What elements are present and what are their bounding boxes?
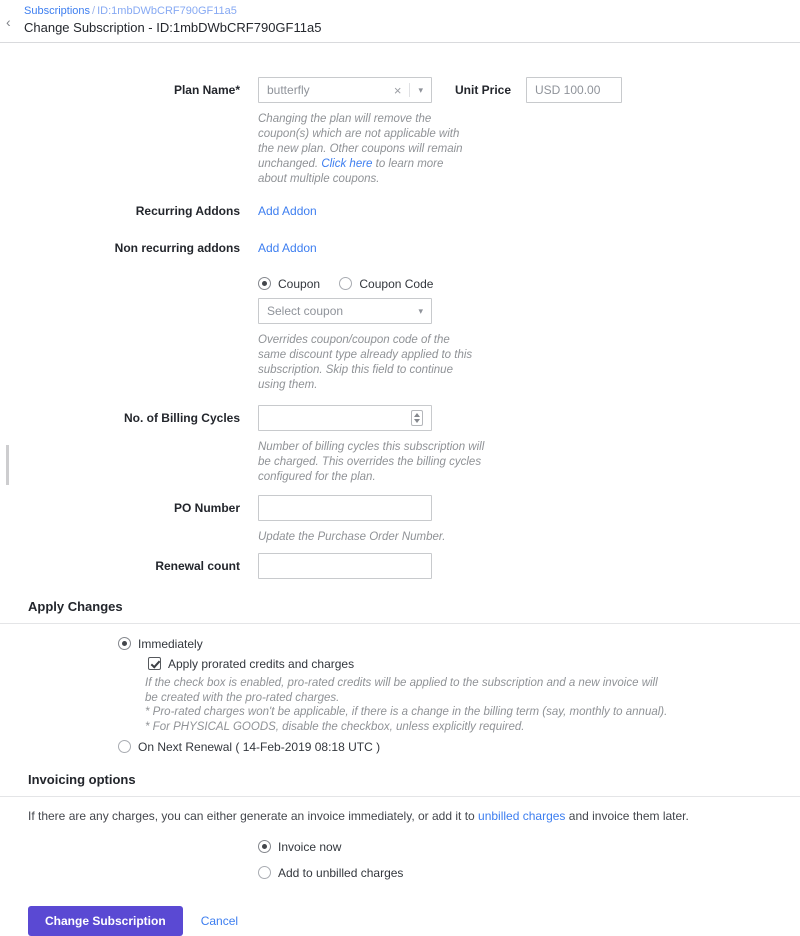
invoicing-desc-lead: If there are any charges, you can either generate an invoice immediately, or add it to [28, 809, 479, 823]
billing-cycles-help-text: Number of billing cycles this subscription will be charged. This overrides the billing cycles configured for the plan. [258, 441, 485, 483]
apply-help-paragraph: * For PHYSICAL GOODS, disable the checkbox, unless explicitly required. [145, 720, 525, 733]
immediately-label: Immediately [138, 637, 203, 651]
breadcrumb-separator: / [92, 5, 96, 17]
add-unbilled-radio[interactable] [258, 866, 271, 879]
non-recurring-addons-row [0, 241, 800, 255]
coupon-select[interactable] [258, 298, 432, 324]
invoicing-options [258, 840, 800, 880]
header-text [24, 4, 321, 35]
apply-help-paragraph: If the check box is enabled, pro-rated credits will be applied to the subscription and a new invoice will be created with the pro-rated charges. [145, 677, 658, 704]
on-next-renewal-label: On Next Renewal ( 14-Feb-2019 08:18 UTC ) [138, 740, 381, 754]
clear-icon[interactable] [394, 83, 410, 98]
header-divider [0, 42, 800, 43]
coupon-type-row [0, 277, 800, 291]
plan-help-text [258, 112, 474, 187]
invoicing-options-section [0, 772, 800, 880]
invoicing-options-heading: Invoicing options [28, 772, 136, 787]
add-unbilled-label: Add to unbilled charges [278, 866, 404, 880]
coupon-select-row [0, 298, 800, 324]
prorate-checkbox[interactable] [148, 657, 161, 670]
immediately-radio[interactable] [118, 637, 131, 650]
add-unbilled-option [258, 866, 800, 880]
recurring-addons-row [0, 204, 800, 218]
coupon-help-text: Overrides coupon/coupon code of the same discount type already applied to this subscription. Skip this field to continue using them. [258, 334, 473, 391]
on-next-renewal-radio[interactable] [118, 740, 131, 753]
left-scrollbar-nub[interactable] [6, 445, 9, 485]
coupon-radio-label: Coupon [278, 277, 321, 291]
unit-price-label: Unit Price [455, 83, 512, 97]
apply-changes-heading: Apply Changes [28, 599, 123, 614]
plan-row [0, 77, 800, 103]
apply-changes-help [145, 676, 670, 734]
invoicing-desc-tail: and invoice them later. [565, 809, 689, 823]
coupon-code-radio[interactable] [339, 277, 352, 290]
coupon-radio[interactable] [258, 277, 271, 290]
breadcrumb-subscription-id[interactable]: ID:1mbDWbCRF790GF11a5 [97, 5, 237, 17]
chevron-left-icon[interactable] [6, 4, 24, 30]
coupon-code-radio-label: Coupon Code [359, 277, 434, 291]
change-subscription-form [0, 77, 800, 579]
click-here-link[interactable]: Click here [321, 158, 373, 170]
add-recurring-addon-link[interactable]: Add Addon [258, 204, 317, 218]
non-recurring-addons-label: Non recurring addons [114, 241, 240, 255]
invoicing-description [28, 809, 800, 823]
billing-cycles-input[interactable] [258, 405, 432, 431]
invoice-now-label: Invoice now [278, 840, 342, 854]
apply-changes-options [118, 637, 800, 754]
immediately-option [118, 637, 800, 651]
prorate-option [148, 657, 800, 671]
cancel-link[interactable]: Cancel [200, 914, 239, 928]
po-number-help-text: Update the Purchase Order Number. [258, 531, 446, 543]
invoicing-options-divider [0, 796, 800, 797]
plan-select[interactable] [258, 77, 432, 103]
unit-price-input[interactable] [526, 77, 622, 103]
apply-changes-divider [0, 623, 800, 624]
plan-name-label: Plan Name* [173, 83, 240, 97]
billing-cycles-row [0, 405, 800, 431]
invoice-now-radio[interactable] [258, 840, 271, 853]
add-non-recurring-addon-link[interactable]: Add Addon [258, 241, 317, 255]
invoice-now-option [258, 840, 800, 854]
renewal-count-input[interactable] [258, 553, 432, 579]
unbilled-charges-link[interactable]: unbilled charges [478, 809, 566, 823]
chevron-down-icon[interactable] [410, 85, 423, 96]
apply-changes-section [0, 599, 800, 754]
po-number-row [0, 495, 800, 521]
apply-help-paragraph: * Pro-rated charges won't be applicable, if there is a change in the billing term (say, monthly to annual). [145, 706, 668, 718]
coupon-select-placeholder: Select coupon [267, 304, 344, 318]
renewal-count-row [0, 553, 800, 579]
breadcrumb [24, 4, 321, 17]
billing-cycles-label: No. of Billing Cycles [123, 411, 240, 425]
change-subscription-button[interactable]: Change Subscription [28, 906, 183, 936]
plan-select-value: butterfly [267, 83, 310, 97]
chevron-down-icon[interactable] [410, 306, 423, 317]
page-title: Change Subscription - ID:1mbDWbCRF790GF11a5 [24, 20, 322, 35]
form-footer [28, 906, 800, 936]
plan-help-lead: Changing the plan will remove the coupon(s) which are not applicable with the new plan. Other coupons will remain unchanged. [258, 113, 463, 170]
plan-help-tail: to learn more about multiple coupons. [258, 158, 444, 185]
recurring-addons-label: Recurring Addons [135, 204, 240, 218]
number-stepper-icon[interactable] [411, 410, 423, 426]
po-number-label: PO Number [173, 501, 240, 515]
plan-select-icons [394, 83, 423, 98]
coupon-type-options [258, 277, 433, 291]
on-next-renewal-option [118, 740, 800, 754]
renewal-count-label: Renewal count [155, 559, 240, 573]
prorate-label: Apply prorated credits and charges [168, 657, 355, 671]
unit-price-value: USD 100.00 [535, 83, 601, 97]
po-number-input[interactable] [258, 495, 432, 521]
page-header [0, 0, 800, 35]
breadcrumb-subscriptions-link[interactable]: Subscriptions [24, 5, 91, 17]
